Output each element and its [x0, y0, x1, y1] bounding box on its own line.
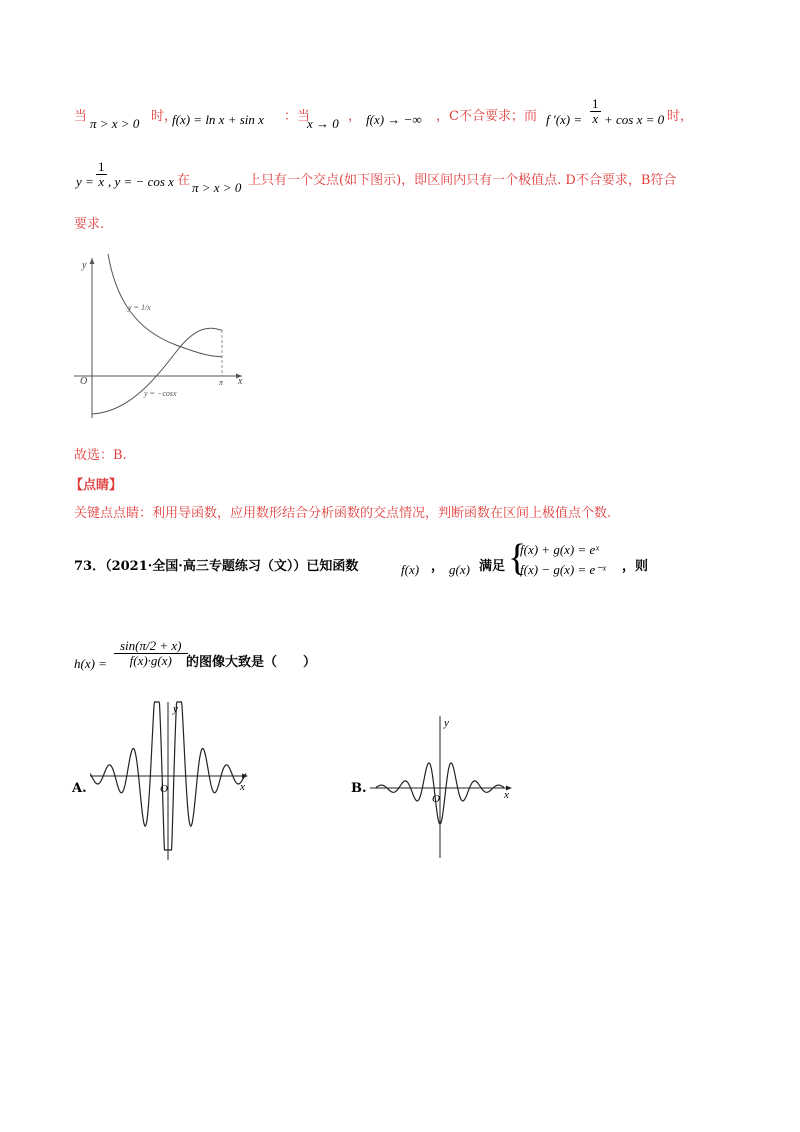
curve-inverse [108, 254, 222, 357]
line1-when: 当 [74, 109, 88, 124]
line2-y-cos: , y = − cos x [108, 174, 174, 189]
q73-prefix: 73．（2021·全国·高三专题练习（文））已知函数 [74, 559, 359, 574]
line1-fprime: f ′(x) = [546, 112, 583, 127]
option-b-y-label: y [444, 717, 449, 729]
line2-y-eq: y = [76, 174, 94, 189]
line1-fraction [590, 97, 601, 126]
fraction-denominator: x [98, 174, 105, 189]
option-b-graph [370, 712, 520, 862]
q73-comma: ， [431, 559, 445, 574]
figure1-origin: O [80, 376, 88, 387]
q73-h-numerator: sin(π/2 + x) [114, 639, 188, 654]
option-a-y-label: y [173, 703, 178, 715]
figure1-x-label: x [238, 376, 243, 387]
line1-fx-lim: f(x) → −∞ [366, 112, 422, 127]
line1-shi: 时， [151, 109, 178, 124]
q73-h-lhs: h(x) = [74, 656, 107, 671]
q73-question: 的图像大致是（ ） [186, 655, 317, 670]
q73-f: f(x) [401, 562, 420, 577]
line1-c-text: ，C不合要求；而 [436, 109, 537, 124]
q73-satisfy: 满足 [479, 559, 506, 574]
figure1-pi: π [219, 378, 224, 387]
line1-colon-when: ：当 [284, 109, 311, 124]
comment-heading: 【点睛】 [70, 478, 123, 493]
line1-cos-part: + cos x = 0 [604, 112, 665, 127]
line1-sep: ， [348, 109, 362, 124]
fraction-numerator: 1 [592, 96, 599, 111]
line2-zai: 在 [177, 173, 191, 188]
option-b-label: B. [351, 781, 367, 796]
line2-rest: 上只有一个交点(如下图示)，即区间内只有一个极值点. D不合要求，B符合 [248, 173, 677, 188]
figure1-y-arrow [90, 258, 95, 264]
fraction-numerator: 1 [98, 159, 105, 174]
q73-then: ，则 [622, 559, 649, 574]
option-a-graph [90, 700, 250, 860]
comment-body: 关键点点睛：利用导函数，应用数形结合分析函数的交点情况，判断函数在区间上极值点个数. [74, 506, 612, 521]
line1-cond: π > x > 0 [90, 116, 140, 131]
figure1-y-label: y [82, 260, 87, 271]
line2-fraction [96, 160, 107, 189]
option-a-label: A. [72, 781, 87, 796]
line3: 要求. [74, 217, 105, 232]
q73-system-brace: { [508, 537, 527, 579]
line1-x-to-0: x → 0 [307, 116, 339, 131]
line1-fx-def: f(x) = ln x + sin x [172, 112, 264, 127]
q73-g: g(x) [449, 562, 470, 577]
option-b-x-label: x [504, 789, 509, 801]
option-a-x-label: x [240, 781, 245, 793]
answer-line: 故选：B. [74, 448, 127, 463]
figure1-label-neg-cos: y = −cosx [144, 389, 177, 398]
line1-shi2: 时， [667, 109, 694, 124]
q73-h-fraction [114, 639, 188, 668]
option-a-origin: O [160, 783, 168, 795]
q73-eq2: f(x) − g(x) = e⁻ˣ [520, 562, 606, 577]
q73-h-denominator: f(x)·g(x) [129, 653, 172, 668]
fraction-denominator: x [592, 111, 599, 126]
option-b-origin: O [432, 793, 440, 805]
q73-eq1: f(x) + g(x) = eˣ [520, 542, 599, 557]
figure-inverse-cos-intersection [66, 250, 256, 420]
curve-neg-cos [92, 328, 222, 414]
figure1-label-inverse: y = 1/x [128, 303, 151, 312]
line2-cond: π > x > 0 [192, 180, 242, 195]
